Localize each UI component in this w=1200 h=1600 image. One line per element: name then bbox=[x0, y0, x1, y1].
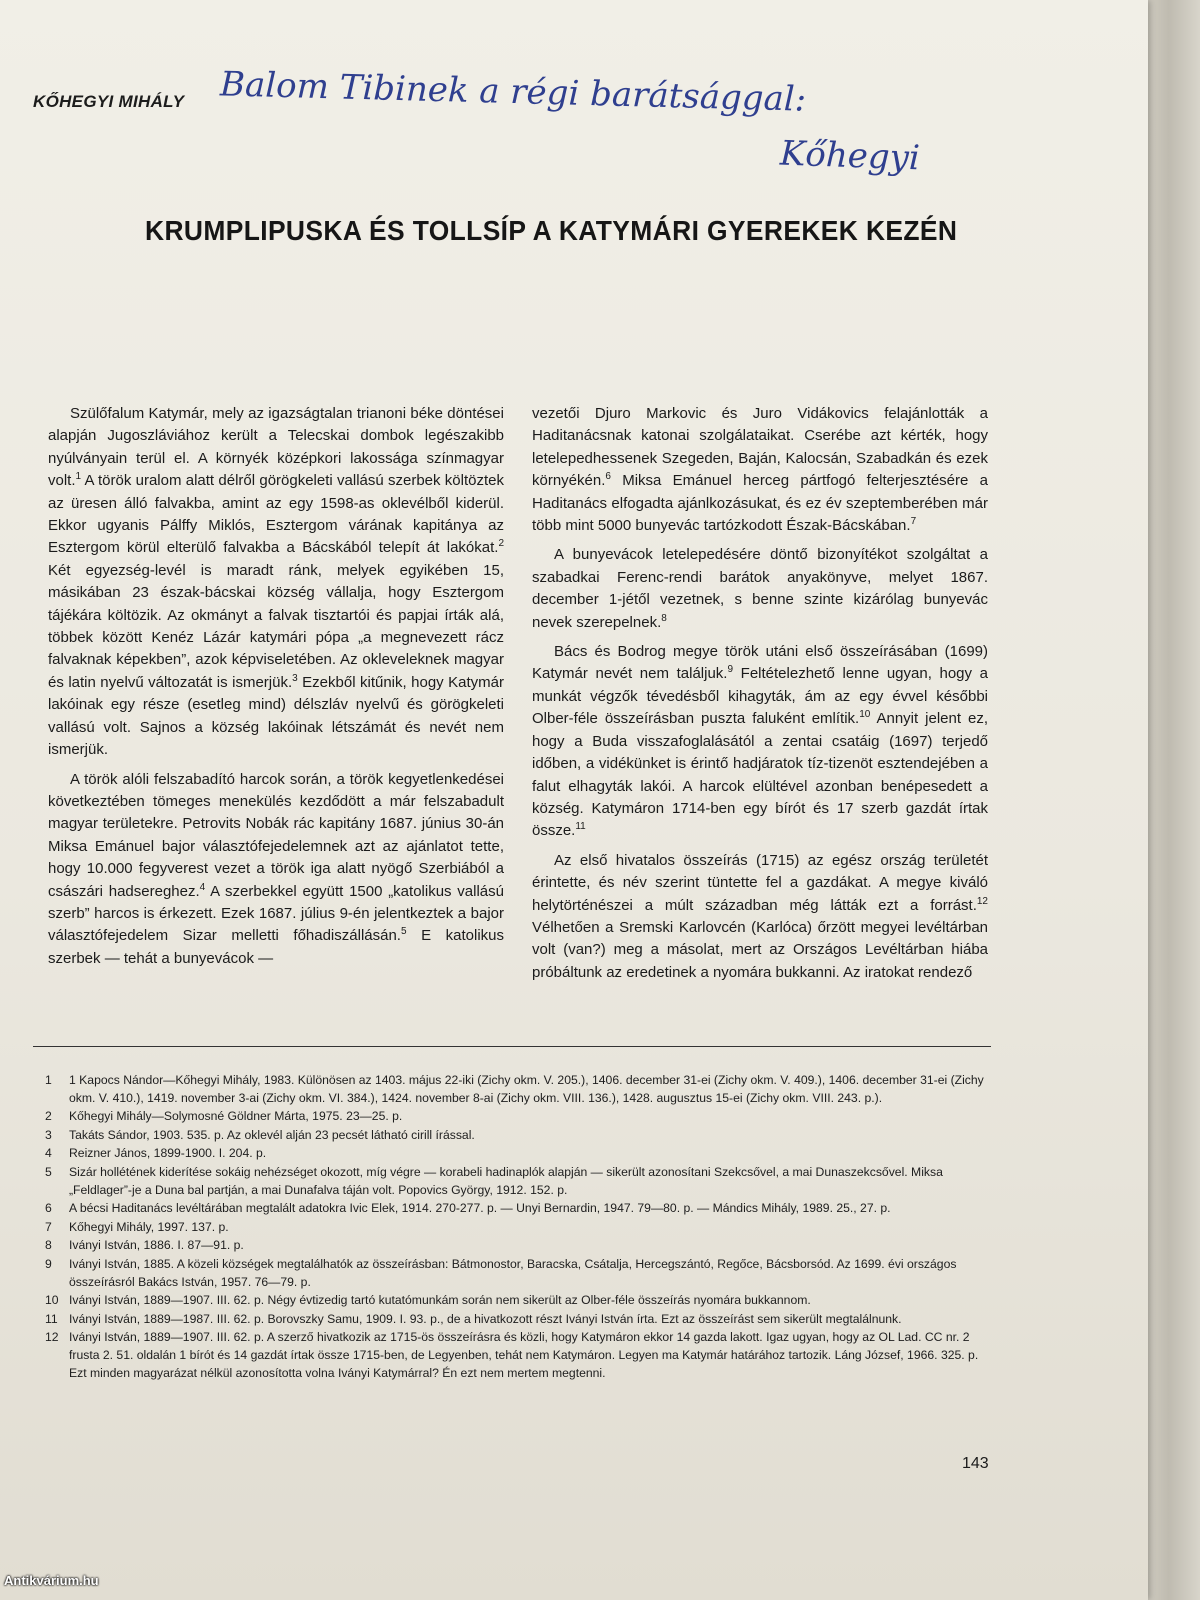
footnote-text: Kőhegyi Mihály—Solymosné Göldner Márta, 1975. 23—25. p. bbox=[69, 1109, 403, 1124]
footnote-item bbox=[33, 1108, 993, 1126]
dedication-line-1: Balom Tibinek a régi barátsággal: bbox=[219, 64, 807, 120]
footnote-text: Kőhegyi Mihály, 1997. 137. p. bbox=[69, 1219, 229, 1234]
footnote-number: 9 bbox=[45, 1256, 52, 1271]
footnote-item bbox=[33, 1329, 993, 1382]
right-text-column bbox=[532, 403, 988, 991]
author-name: KŐHEGYI MIHÁLY bbox=[33, 92, 185, 111]
footnote-item bbox=[33, 1145, 993, 1163]
footnote-text: Iványi István, 1885. A közeli községek megtalálhatók az összeírásban: Bátmonostor, Baracska, Csátalja, Hercegszántó, Regőce, Bácsborsód. Az 1699. évi országos összeírásról Bakács István, 1957. 76—79. p. bbox=[69, 1256, 957, 1289]
watermark: Antikvárium.hu bbox=[4, 1573, 99, 1588]
paragraph: Szülőfalum Katymár, mely az igazságtalan trianoni béke döntései alapján Jugoszláviához került a Telecskai dombok legészakibb nyúlványain terül el. A környék középkori lakossága színmagyar volt.$^1$ A török uralom alatt délről görögkeleti vallású szerbek költöztek az üresen álló falvakba, amint az egy 1598-as oklevélből kiderül. Ekkor ugyanis Pálffy Miklós, Esztergom várának kapitánya az Esztergom körül elterülő falvakba a Bácskából telepít át lakókat.$^2$ Két egyezség-levél is maradt ránk, melyek egyikében 15, másikában 23 észak-bácskai község vállalja, hogy Esztergom tájékára költözik. Az okmányt a falvak tisztartói és papjai írták alá, többek között Kenéz Lázár katymári pópa „a megnevezett rácz falvaknak képekben”, azok képviseletében. Az okleveleknek magyar és latin nyelvű változatát is ismerjük.$^3$ Ezekből kitűnik, hogy Katymár lakóinak egy része (esetleg mind) délszláv nyelvű és görögkeleti vallású volt. Sajnos a község lakóinak létszámát és nevét nem ismerjük. bbox=[48, 405, 504, 759]
footnote-item bbox=[33, 1311, 993, 1329]
footnote-text: 1 Kapocs Nándor—Kőhegyi Mihály, 1983. Különösen az 1403. május 22-iki (Zichy okm. V. 205.), 1406. december 31-ei (Zichy okm. V. 409.), 1406. december 31-ei (Zichy okm. V. 410.), 1419. november 3-ai (Zichy okm. VI. 384.), 1424. november 8-ai (Zichy okm. VIII. 136.), 1428. augusztus 15-ei (Zichy okm. VIII. 243. p.). bbox=[69, 1073, 984, 1105]
footnote-item bbox=[33, 1072, 993, 1107]
footnote-number: 2 bbox=[45, 1109, 52, 1124]
footnote-text: Sizár hollétének kiderítése sokáig nehézséget okozott, míg végre — korabeli hadinaplók alapján — sikerült azonosítani Szekcsővel, a mai Dunaszekcsővel. Miksa „Feldlager”-je a Duna bal partján, a mai Dunafalva táján volt. Popovics György, 1912. 152. p. bbox=[69, 1164, 943, 1197]
footnote-text: Iványi István, 1889—1987. III. 62. p. Borovszky Samu, 1909. I. 93. p., de a hivatkozott részt Iványi István írta. Ezt az összeírást sem sikerült megtalálnunk. bbox=[69, 1311, 902, 1326]
paragraph: Az első hivatalos összeírás (1715) az egész ország területét érintette, és név szerint tüntette fel a gazdákat. A megye kiváló helytörténészei a múlt században még látták ezt a forrást.$^{12}$ Vélhetően a Sremski Karlovcén (Karlóca) őrzött megyei levéltárban volt (van?) meg a másolat, mert az Országos Levéltárban hiába próbáltunk az eredetinek a nyomára bukkanni. Az iratokat rendező bbox=[532, 851, 988, 981]
footnote-number: 5 bbox=[45, 1164, 52, 1179]
footnote-text: A bécsi Haditanács levéltárában megtalált adatokra Ivic Elek, 1914. 270-277. p. — Unyi Bernardin, 1947. 79—80. p. — Mándics Mihály, 1989. 25., 27. p. bbox=[69, 1201, 891, 1216]
footnote-number: 6 bbox=[45, 1201, 52, 1216]
footnote-item bbox=[33, 1219, 993, 1237]
footnote-item bbox=[33, 1200, 993, 1218]
handwritten-dedication bbox=[210, 58, 921, 188]
footnote-text: Iványi István, 1889—1907. III. 62. p. Négy évtizedig tartó kutatómunkám során nem sikerült az Olber-féle összeírás nyomára bukkannom. bbox=[69, 1293, 811, 1308]
footnote-number: 7 bbox=[45, 1219, 52, 1234]
footnote-number: 12 bbox=[45, 1330, 59, 1345]
footnote-text: Iványi István, 1886. I. 87—91. p. bbox=[69, 1238, 244, 1253]
footnote-item bbox=[33, 1237, 993, 1255]
paragraph: A bunyevácok letelepedésére döntő bizonyítékot szolgáltat a szabadkai Ferenc-rendi barátok anyakönyve, melyet 1867. december 1-jétől vezetnek, s benne szinte kizárólag bunyevác nevek szerepelnek.$^8$ bbox=[532, 546, 988, 631]
footnote-number: 1 bbox=[45, 1073, 52, 1087]
dedication-signature: Kőhegyi bbox=[779, 133, 921, 179]
paragraph: vezetői Djuro Markovic és Juro Vidákovics felajánlották a Haditanácsnak katonai szolgálataikat. Cserébe azt kérték, hogy letelepedhessenek Szegeden, Baján, Kalocsán, Szabadkán és ezek környékén.$^6$ Miksa Emánuel herceg pártfogó felterjesztésére a Haditanács elfogadta ajánlkozásukat, és ez év szeptemberében már több mint 5000 bunyevác tartózkodott Észak-Bácskában.$^7$ bbox=[532, 405, 988, 535]
footnote-item bbox=[33, 1256, 993, 1291]
footnote-number: 8 bbox=[45, 1238, 52, 1253]
footnote-item bbox=[33, 1164, 993, 1199]
footnote-text: Iványi István, 1889—1907. III. 62. p. A szerző hivatkozik az 1715-ös összeírásra és közli, hogy Katymáron ekkor 14 gazda lakott. Igaz ugyan, hogy az OL Lad. CC nr. 2 frusta 2. 51. oldalán 1 bírót és 14 gazdát írtak össze 1715-ben, de Legyenben, tehát nem Katymáron. Legyen ma Katymár határához tartozik. Láng József, 1966. 325. p. Ezt minden magyarázat nélkül azonosította volna Iványi Katymárral? Én ezt nem mertem megtenni. bbox=[69, 1330, 979, 1380]
footnote-item bbox=[33, 1292, 993, 1310]
footnotes bbox=[33, 1072, 993, 1383]
footnote-text: Takáts Sándor, 1903. 535. p. Az oklevél alján 23 pecsét látható cirill írással. bbox=[69, 1127, 475, 1142]
paragraph: Bács és Bodrog megye török utáni első összeírásában (1699) Katymár nevét nem találjuk.$^9$ Feltételezhető lenne ugyan, hogy a munkát végzők tévedésből kihagyták, ám az egy évvel későbbi Olber-féle összeírásban puszta faluként említik.$^{10}$ Annyit jelent ez, hogy a Buda visszafoglalásától a zentai csatáig (1697) terjedő időben, a vidékünket is érintő hadjáratok tíz-tizenöt esztendejében a falut elhagyták lakói. A harcok elültével azonban benépesedett a község. Katymáron 1714-ben egy bírót és 17 szerb gazdát írtak össze.$^{11}$ bbox=[532, 643, 989, 840]
paragraph: A török alóli felszabadító harcok során, a török kegyetlenkedései következtében tömeges menekülés kezdődött a már felszabadult magyar területekre. Petrovits Nobák rác kapitány 1687. június 30-án Miksa Emánuel bajor választófejedelemnek azt az ajánlatot tette, hogy 10.000 fegyverest vezet a török iga alatt nyögő Szerbiából a császári hadsereghez.$^4$ A szerbekkel együtt 1500 „katolikus vallású szerb” harcos is érkezett. Ezek 1687. július 9-én jelentkeztek a bajor választófejedelem Sizar melletti főhadiszállásán.$^5$ E katolikus szerbek — tehát a bunyevácok — bbox=[48, 770, 505, 967]
left-text-column bbox=[48, 403, 504, 977]
footnote-number: 3 bbox=[45, 1127, 52, 1142]
book-spine-edge bbox=[1148, 0, 1200, 1600]
footnote-divider bbox=[33, 1046, 991, 1047]
article-title: KRUMPLIPUSKA ÉS TOLLSÍP A KATYMÁRI GYEREKEK KEZÉN bbox=[145, 215, 958, 246]
footnote-number: 10 bbox=[45, 1293, 59, 1308]
footnote-item bbox=[33, 1127, 993, 1145]
page-number: 143 bbox=[962, 1455, 989, 1472]
footnote-text: Reizner János, 1899-1900. I. 204. p. bbox=[69, 1146, 267, 1161]
footnote-number: 11 bbox=[45, 1311, 58, 1326]
footnote-number: 4 bbox=[45, 1146, 52, 1161]
